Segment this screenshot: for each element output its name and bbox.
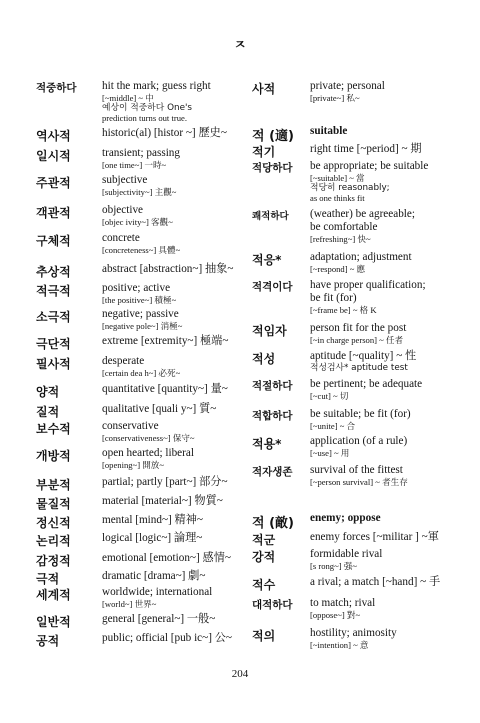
definition-line: abstract [abstraction~] 抽象~ [102, 263, 234, 275]
entry-definition [102, 232, 248, 255]
example-line: 적당히 reasonably; [310, 183, 390, 193]
definition-line: application (of a rule) [310, 435, 408, 447]
entry-headword: 구체적 [36, 234, 71, 248]
etymology-line: [~use] ~ 用 [310, 448, 350, 458]
entry-headword: 적응* [252, 253, 282, 267]
definition-line: open hearted; liberal [102, 447, 194, 459]
section-headword: 적 (適) [252, 129, 294, 144]
etymology-line: [oppose~] 對~ [310, 610, 361, 620]
etymology-line: [objec ivity~] 客觀~ [102, 217, 173, 227]
entry-definition [310, 378, 478, 401]
definition-line: public; official [pub ic~] 公~ [102, 632, 232, 644]
entry-definition [102, 80, 248, 123]
entry-headword: 일시적 [36, 149, 71, 163]
entry-headword: 주관적 [36, 176, 71, 190]
etymology-line: [conservativeness~] 保守~ [102, 433, 195, 443]
entry-definition [310, 125, 478, 138]
entry-definition [310, 80, 478, 103]
etymology-line: [~unite] ~ 合 [310, 421, 356, 431]
entry-definition [102, 204, 248, 227]
entry-headword: 적의 [252, 629, 276, 643]
entry-definition [310, 464, 478, 487]
definition-line: partial; partly [part~] 部分~ [102, 476, 228, 488]
definition-line: be appropriate; be suitable [310, 160, 429, 172]
definition-line: enemy; oppose [310, 512, 381, 524]
entry-definition [102, 127, 248, 140]
entry-definition [102, 335, 248, 348]
entry-headword: 논리적 [36, 534, 71, 548]
entry-headword: 적임자 [252, 324, 287, 338]
example-line: 적성검사* aptitude test [310, 363, 408, 373]
entry-headword: 추상적 [36, 265, 71, 279]
entry-definition [310, 576, 478, 589]
entry-headword: 적당하다 [252, 162, 293, 174]
definition-line: a rival; a match [~hand] ~ 手 [310, 576, 441, 588]
etymology-line: [private~] 私~ [310, 93, 360, 103]
entry-definition [310, 251, 478, 274]
entry-definition [102, 532, 248, 545]
definition-line: adaptation; adjustment [310, 251, 412, 263]
etymology-line: [~cut] ~ 切 [310, 391, 349, 401]
entry-headword: 적극적 [36, 284, 71, 298]
definition-line: objective [102, 204, 144, 216]
entry-definition [310, 548, 478, 571]
definition-line: have proper qualification; [310, 279, 426, 291]
definition-line: be pertinent; be adequate [310, 378, 423, 390]
etymology-line: [refreshing~] 快~ [310, 234, 371, 244]
definition-line: person fit for the post [310, 322, 407, 334]
entry-definition [310, 208, 478, 244]
entry-headword: 양적 [36, 385, 60, 399]
etymology-line: [opening~] 開放~ [102, 460, 165, 470]
entry-definition [102, 147, 248, 170]
entry-headword: 사적 [252, 82, 276, 96]
etymology-line: [the positive~] 積極~ [102, 295, 177, 305]
entry-headword: 극적 [36, 572, 60, 586]
etymology-line: [~frame be] ~ 格 K [310, 305, 377, 315]
entry-headword: 역사적 [36, 129, 71, 143]
entry-headword: 적성 [252, 352, 276, 366]
entry-definition [102, 420, 248, 443]
definition-line: historic(al) [histor ~] 歷史~ [102, 127, 227, 139]
definition-line: enemy forces [~militar ] ~軍 [310, 531, 439, 543]
definition-line: formidable rival [310, 548, 383, 560]
entry-headword: 정신적 [36, 516, 71, 530]
entry-definition [102, 586, 248, 609]
definition-line: survival of the fittest [310, 464, 403, 476]
entry-headword: 세계적 [36, 588, 71, 602]
etymology-line: [concreteness~] 具體~ [102, 245, 181, 255]
entry-headword: 소극적 [36, 310, 71, 324]
entry-definition [310, 512, 478, 525]
entry-definition [310, 435, 478, 458]
definition-line: be fit (for) [310, 292, 357, 304]
etymology-line: [subjectivity~] 主觀~ [102, 187, 177, 197]
entry-headword: 감정적 [36, 554, 71, 568]
definition-line: worldwide; international [102, 586, 213, 598]
entry-definition [310, 350, 478, 373]
entry-headword: 적용* [252, 437, 282, 451]
definition-line: quantitative [quantity~] 量~ [102, 383, 228, 395]
entry-headword: 대적하다 [252, 599, 293, 611]
page-number: 204 [231, 668, 249, 680]
definition-line: emotional [emotion~] 感情~ [102, 552, 231, 564]
example-line: 예상이 적중하다 One's [102, 103, 192, 113]
entry-headword: 극단적 [36, 337, 71, 351]
definition-line: dramatic [drama~] 劇~ [102, 570, 206, 582]
definition-line: general [general~] 一般~ [102, 613, 216, 625]
entry-definition [310, 627, 478, 650]
entry-definition [310, 322, 478, 345]
entry-headword: 강적 [252, 550, 276, 564]
definition-line: right time [~period] ~ 期 [310, 143, 422, 155]
entry-definition [102, 447, 248, 470]
entry-definition [102, 403, 248, 416]
entry-definition [102, 495, 248, 508]
entry-headword: 적절하다 [252, 380, 293, 392]
entry-headword: 쾌적하다 [252, 211, 289, 222]
entry-definition [102, 613, 248, 626]
etymology-line: [one time~] 一時~ [102, 160, 167, 170]
definition-line: aptitude [~quality] ~ 性 [310, 350, 417, 362]
entry-headword: 적군 [252, 533, 276, 547]
definition-line: to match; rival [310, 597, 376, 609]
entry-headword: 일반적 [36, 615, 71, 629]
definition-line: logical [logic~] 論理~ [102, 532, 203, 544]
definition-line: suitable [310, 125, 348, 137]
page-header-letter: ㅈ [233, 38, 247, 53]
definition-line: extreme [extremity~] 極端~ [102, 335, 229, 347]
entry-definition [102, 263, 248, 276]
entry-definition [102, 514, 248, 527]
entry-definition [102, 174, 248, 197]
definition-line: (weather) be agreeable; [310, 208, 415, 220]
definition-line: transient; passing [102, 147, 180, 159]
definition-line: concrete [102, 232, 140, 244]
entry-definition [310, 279, 478, 315]
etymology-line: [~intention] ~ 意 [310, 640, 369, 650]
entry-definition [102, 552, 248, 565]
definition-line: negative; passive [102, 308, 179, 320]
entry-definition [310, 597, 478, 620]
entry-definition [102, 476, 248, 489]
entry-headword: 부분적 [36, 478, 71, 492]
entry-headword: 적수 [252, 578, 276, 592]
entry-headword: 적자생존 [252, 466, 293, 478]
entry-headword: 적기 [252, 145, 276, 159]
definition-line: material [material~] 物質~ [102, 495, 223, 507]
definition-line: mental [mind~] 精神~ [102, 514, 203, 526]
definition-line: subjective [102, 174, 148, 186]
entry-definition [102, 282, 248, 305]
etymology-line: [~in charge person] ~ 任者 [310, 335, 404, 345]
definition-line: hostility; animosity [310, 627, 397, 639]
definition-line: positive; active [102, 282, 171, 294]
definition-line: be comfortable [310, 221, 378, 233]
etymology-line: [certain dea h~] 必死~ [102, 368, 181, 378]
definition-line: desperate [102, 355, 145, 367]
entry-definition [102, 308, 248, 331]
definition-line: qualitative [quali y~] 質~ [102, 403, 217, 415]
entry-definition [102, 355, 248, 378]
definition-line: conservative [102, 420, 159, 432]
entry-headword: 공적 [36, 634, 60, 648]
entry-headword: 적합하다 [252, 410, 293, 422]
etymology-line: as one thinks fit [310, 193, 365, 203]
section-headword: 적 (敵) [252, 516, 294, 531]
definition-line: hit the mark; guess right [102, 80, 211, 92]
etymology-line: [s rong~] 强~ [310, 561, 358, 571]
entry-headword: 객관적 [36, 206, 71, 220]
entry-headword: 적중하다 [36, 82, 77, 94]
entry-definition [102, 383, 248, 396]
entry-headword: 필사적 [36, 357, 71, 371]
entry-definition [310, 408, 478, 431]
entry-definition [310, 160, 478, 203]
etymology-line: [~person survival] ~ 者生存 [310, 477, 408, 487]
entry-definition [310, 531, 478, 544]
entry-headword: 물질적 [36, 497, 71, 511]
etymology-line: [world~] 世界~ [102, 599, 157, 609]
entry-definition [102, 632, 248, 645]
etymology-line: [~respond] ~ 應 [310, 264, 366, 274]
entry-headword: 보수적 [36, 422, 71, 436]
entry-definition [310, 143, 478, 156]
definition-line: private; personal [310, 80, 385, 92]
etymology-line: prediction turns out true. [102, 113, 187, 123]
entry-definition [102, 570, 248, 583]
etymology-line: [~middle] ~ 中 [102, 93, 154, 103]
entry-headword: 질적 [36, 405, 60, 419]
etymology-line: [~suitable] ~ 當 [310, 173, 365, 183]
entry-headword: 개방적 [36, 449, 71, 463]
etymology-line: [negative pole~] 消極~ [102, 321, 183, 331]
entry-headword: 적격이다 [252, 281, 293, 293]
definition-line: be suitable; be fit (for) [310, 408, 411, 420]
